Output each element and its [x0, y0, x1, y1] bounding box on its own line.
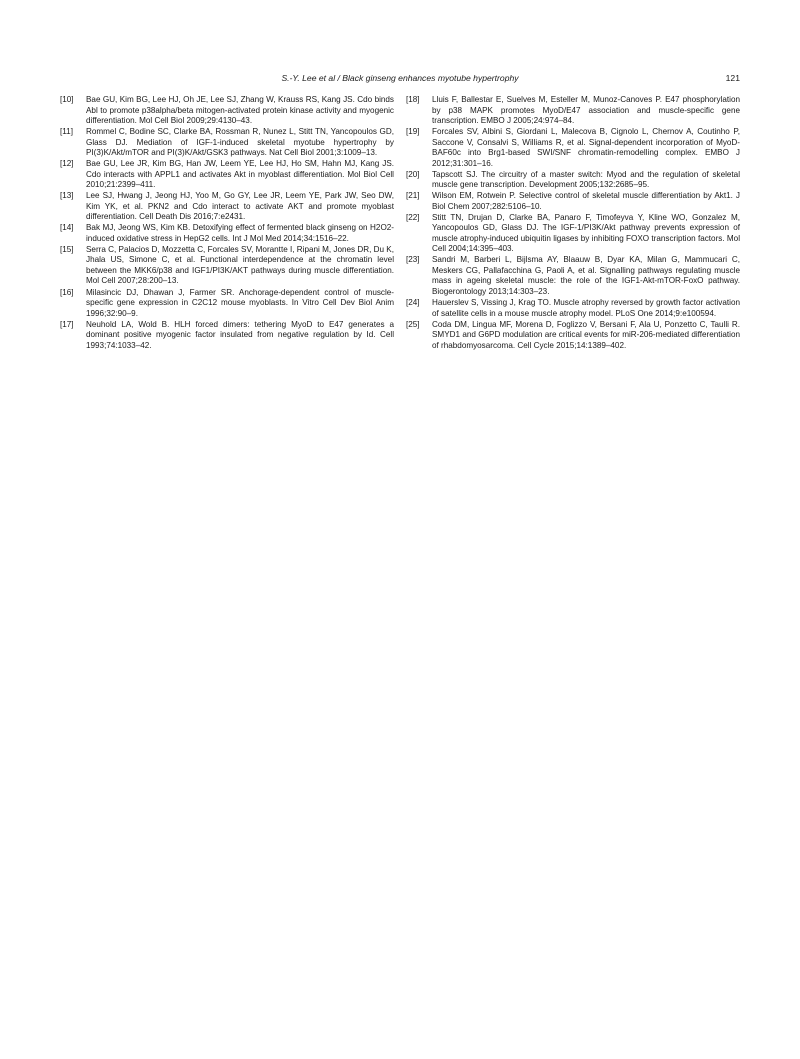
- reference-text: Bak MJ, Jeong WS, Kim KB. Detoxifying effect of fermented black ginseng on H2O2-induced oxidative stress in HepG2 cells. Int J Mol Med 2014;34:1516–22.: [86, 223, 394, 243]
- reference-item: [60, 159, 394, 191]
- reference-number: [14]: [60, 223, 74, 233]
- reference-text: Bae GU, Kim BG, Lee HJ, Oh JE, Lee SJ, Zhang W, Krauss RS, Kang JS. Cdo binds Abl to promote p38alpha/beta mitogen-activated protein kinase activity and myogenic differentiation. Mol Cell Biol 2009;29:4130–43.: [86, 95, 394, 125]
- reference-text: Bae GU, Lee JR, Kim BG, Han JW, Leem YE, Lee HJ, Ho SM, Hahn MJ, Kang JS. Cdo interacts with APPL1 and activates Akt in myoblast differentiation. Mol Biol Cell 2010;21:2399–411.: [86, 159, 394, 190]
- reference-item: [406, 213, 740, 255]
- reference-text: Neuhold LA, Wold B. HLH forced dimers: tethering MyoD to E47 generates a dominant positive myogenic factor insulated from negative regulation by Id. Cell 1993;74:1033–42.: [86, 319, 394, 350]
- reference-number: [16]: [60, 287, 74, 297]
- reference-list: [60, 95, 740, 352]
- reference-item: [60, 127, 394, 159]
- reference-item: [60, 95, 394, 127]
- reference-number: [20]: [406, 169, 420, 179]
- reference-number: [10]: [60, 95, 74, 104]
- reference-item: [60, 223, 394, 244]
- reference-number: [18]: [406, 95, 420, 104]
- reference-text: Wilson EM, Rotwein P. Selective control of skeletal muscle differentiation by Akt1. J Biol Chem 2007;282:5106–10.: [432, 191, 740, 211]
- reference-item: [60, 245, 394, 287]
- reference-item: [406, 255, 740, 297]
- reference-number: [11]: [60, 127, 73, 137]
- reference-text: Lluis F, Ballestar E, Suelves M, Esteller M, Munoz-Canoves P. E47 phosphorylation by p38 MAPK promotes MyoD/E47 association and muscle-specific gene transcription. EMBO J 2005;24:974–84.: [432, 95, 740, 125]
- reference-number: [17]: [60, 319, 74, 329]
- reference-number: [12]: [60, 159, 74, 169]
- reference-text: Rommel C, Bodine SC, Clarke BA, Rossman R, Nunez L, Stitt TN, Yancopoulos GD, Glass DJ. Mediation of IGF-1-induced skeletal myotube hypertrophy by PI(3)K/Akt/mTOR and PI(3)K/Akt/GSK3 pathways. Nat Cell Biol 2001;3:1009–13.: [86, 127, 394, 158]
- reference-item: [60, 288, 394, 320]
- reference-item: [406, 191, 740, 212]
- reference-item: [60, 191, 394, 223]
- reference-number: [13]: [60, 191, 74, 201]
- reference-item: [406, 95, 740, 127]
- reference-text: Forcales SV, Albini S, Giordani L, Malecova B, Cignolo L, Chernov A, Coutinho P, Saccone V, Consalvi S, Williams R, et al. Signal-dependent incorporation of MyoD-BAF60c into Brg1-based SWI/SNF chromatin-remodelling complex. EMBO J 2012;31:301–16.: [432, 127, 740, 168]
- reference-column-right: [406, 95, 740, 352]
- reference-item: [406, 298, 740, 319]
- reference-text: Serra C, Palacios D, Mozzetta C, Forcales SV, Morantte I, Ripani M, Jones DR, Du K, Jhala US, Simone C, et al. Functional interdependence at the chromatin level between the MKK6/p38 and IGF1/PI3K/AKT pathways during muscle differentiation. Mol Cell 2007;28:200–13.: [86, 244, 394, 286]
- page-header: [60, 71, 740, 85]
- reference-number: [23]: [406, 255, 420, 265]
- reference-text: Tapscott SJ. The circuitry of a master switch: Myod and the regulation of skeletal muscle gene transcription. Development 2005;132:2685–95.: [432, 169, 740, 190]
- reference-text: Coda DM, Lingua MF, Morena D, Foglizzo V, Bersani F, Ala U, Ponzetto C, Taulli R. SMYD1 and G6PD modulation are critical events for miR-206-mediated differentiation of rhabdomyosarcoma. Cell Cycle 2015;14:1389–402.: [432, 319, 740, 350]
- reference-column-left: [60, 95, 394, 352]
- reference-number: [15]: [60, 244, 74, 254]
- running-title: S.-Y. Lee et al / Black ginseng enhances myotube hypertrophy: [281, 73, 519, 83]
- reference-text: Hauerslev S, Vissing J, Krag TO. Muscle atrophy reversed by growth factor activation of satellite cells in a mouse muscle atrophy model. PLoS One 2014;9:e100594.: [432, 298, 740, 318]
- reference-item: [60, 320, 394, 352]
- reference-item: [406, 320, 740, 352]
- reference-text: Sandri M, Barberi L, Bijlsma AY, Blaauw B, Dyar KA, Milan G, Mammucari C, Meskers CG, Pallafacchina G, Paoli A, et al. Signalling pathways regulating muscle mass in ageing skeletal muscle: the role of the IGF1-Akt-mTOR-FoxO pathway. Biogerontology 2013;14:303–23.: [432, 255, 740, 296]
- reference-text: Stitt TN, Drujan D, Clarke BA, Panaro F, Timofeyva Y, Kline WO, Gonzalez M, Yancopoulos GD, Glass DJ. The IGF-1/PI3K/Akt pathway prevents expression of muscle atrophy-induced ubiquitin ligases by inhibiting FOXO transcription factors. Mol Cell 2004;14:395–403.: [432, 212, 740, 254]
- reference-text: Milasincic DJ, Dhawan J, Farmer SR. Anchorage-dependent control of muscle-specific gene expression in C2C12 mouse myoblasts. In Vitro Cell Dev Biol Anim 1996;32:90–9.: [86, 287, 394, 318]
- reference-item: [406, 170, 740, 191]
- reference-number: [24]: [406, 298, 420, 308]
- reference-number: [22]: [406, 212, 420, 222]
- reference-number: [25]: [406, 319, 420, 329]
- reference-number: [21]: [406, 191, 420, 201]
- reference-number: [19]: [406, 127, 420, 137]
- reference-text: Lee SJ, Hwang J, Jeong HJ, Yoo M, Go GY, Lee JR, Leem YE, Park JW, Seo DW, Kim YK, et al. PKN2 and Cdo interact to activate AKT and promote myoblast differentiation. Cell Death Dis 2016;7:e2431.: [86, 191, 394, 222]
- reference-item: [406, 127, 740, 169]
- page-number: 121: [725, 73, 740, 83]
